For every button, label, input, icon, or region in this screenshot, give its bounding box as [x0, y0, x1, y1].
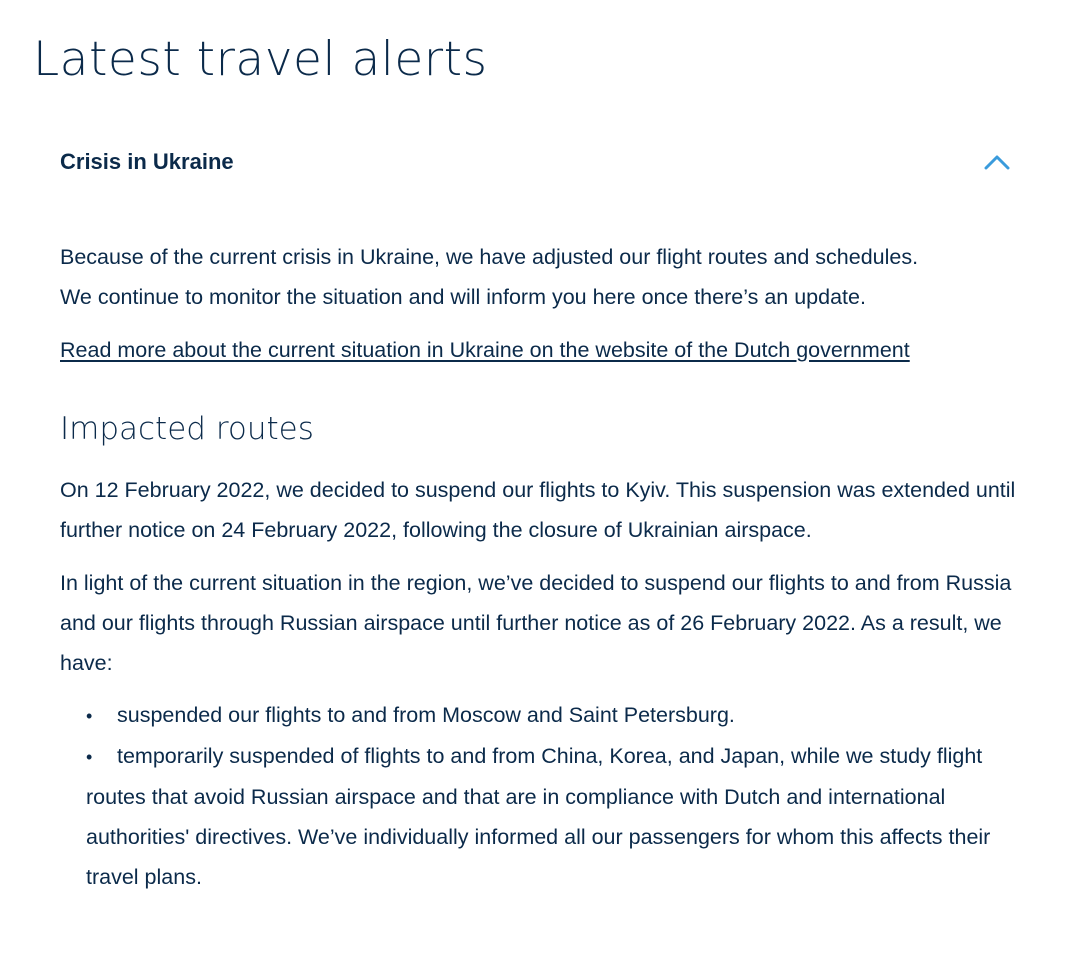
accordion-body: [60, 237, 1035, 897]
list-item-text: suspended our flights to and from Moscow and Saint Petersburg.: [117, 703, 735, 727]
list-item: [86, 695, 1035, 736]
bullet-icon: •: [86, 747, 93, 767]
list-item: [86, 736, 1035, 897]
page-title: Latest travel alerts: [33, 32, 488, 87]
intro-line-1: Because of the current crisis in Ukraine, we have adjusted our flight routes and schedules.: [60, 245, 919, 269]
accordion-header[interactable]: [60, 140, 1020, 184]
russia-suspension-text: In light of the current situation in the region, we’ve decided to suspend our flights to and from Russia and our flights through Russian airspace until further notice as of 26 February 2022. As a result, we have:: [60, 571, 1012, 675]
dutch-government-link[interactable]: Read more about the current situation in Ukraine on the website of the Dutch government: [60, 338, 910, 362]
intro-line-2: We continue to monitor the situation and will inform you here once there’s an update.: [60, 285, 866, 309]
list-item-text: temporarily suspended of flights to and from China, Korea, and Japan, while we study flight routes that avoid Russian airspace and that are in compliance with Dutch and international authorities' directives. We’ve individually informed all our passengers for whom this affects their travel plans.: [86, 744, 991, 889]
impacted-routes-heading: Impacted routes: [60, 411, 314, 447]
accordion-title: Crisis in Ukraine: [60, 149, 234, 174]
suspension-list: [60, 695, 1035, 897]
intro-text: [60, 237, 1035, 317]
kyiv-suspension-text: On 12 February 2022, we decided to suspend our flights to Kyiv. This suspension was extended until further notice on 24 February 2022, following the closure of Ukrainian airspace.: [60, 478, 1016, 542]
chevron-up-icon[interactable]: [982, 147, 1012, 177]
alert-accordion: [60, 140, 1020, 889]
bullet-icon: •: [86, 706, 93, 726]
